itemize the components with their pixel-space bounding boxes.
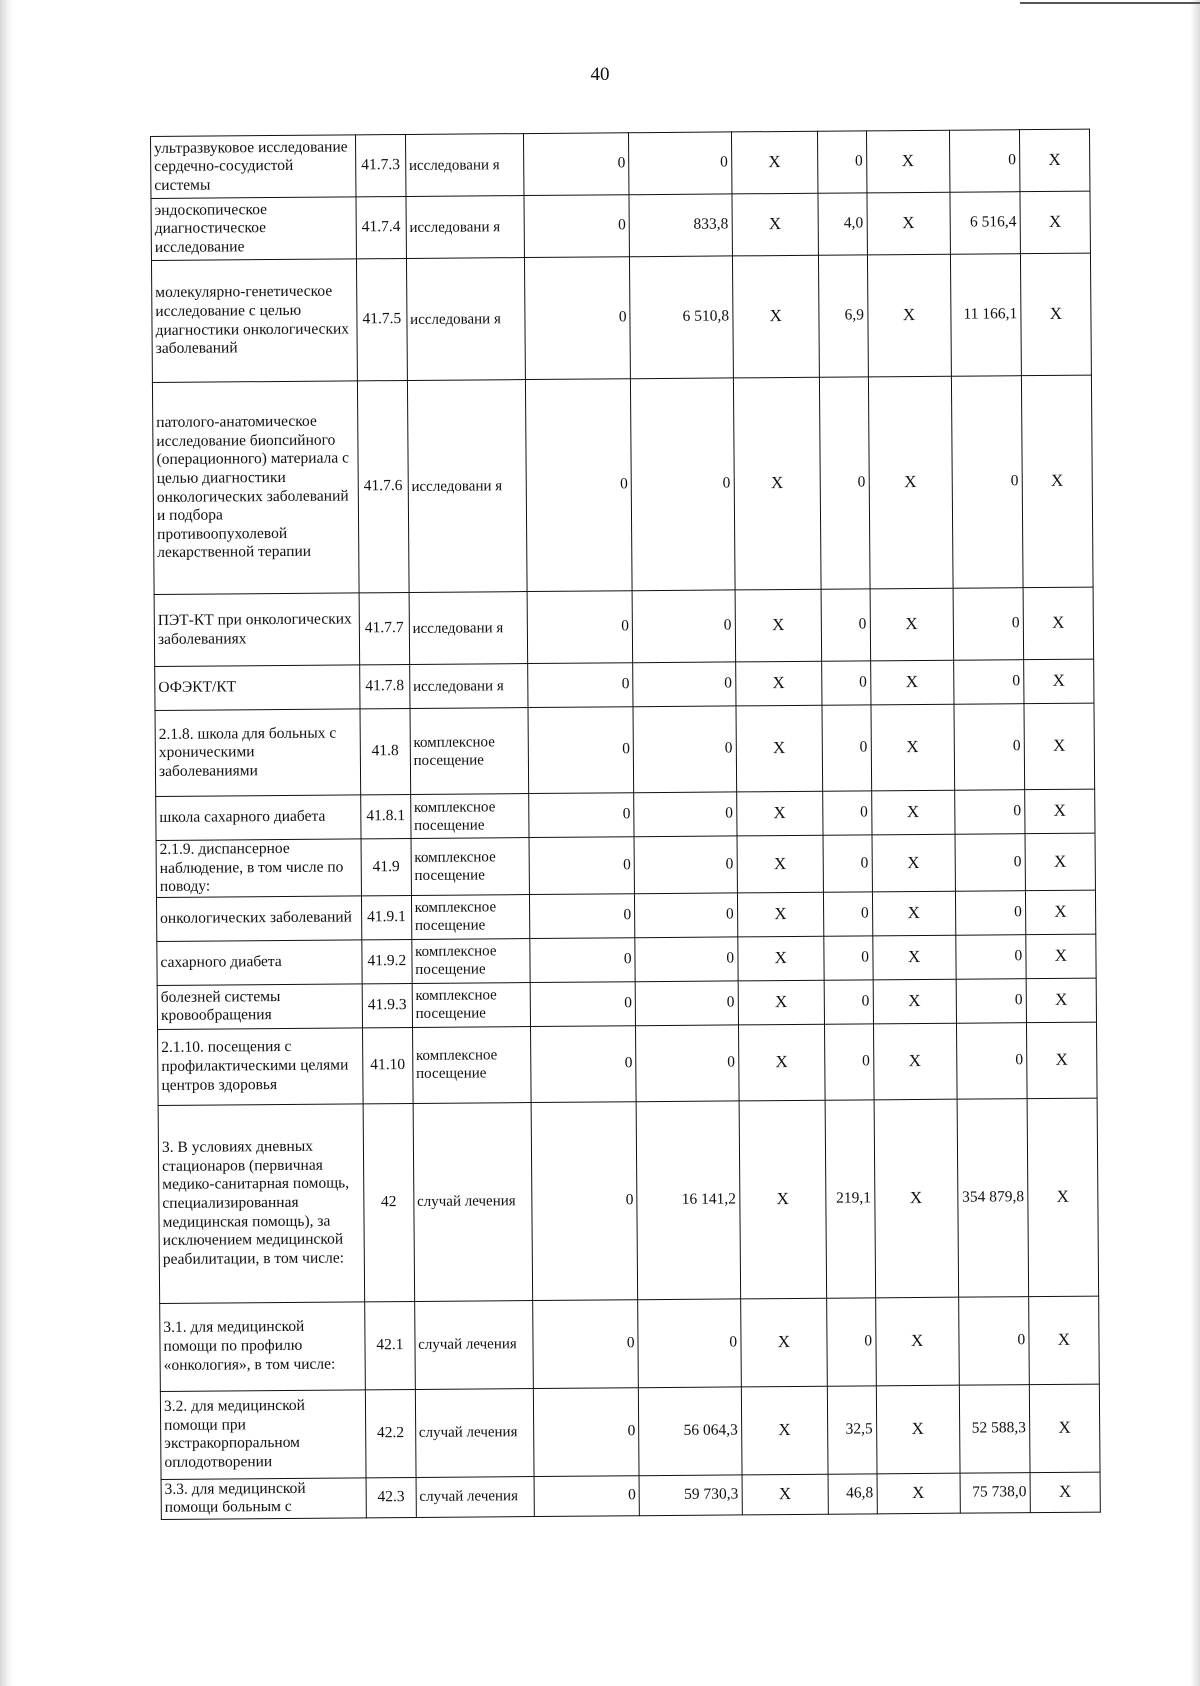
cell-x-2: Х <box>871 704 955 791</box>
cell-value-3: 0 <box>822 705 871 791</box>
cell-value-4: 11 166,1 <box>950 254 1021 377</box>
row-name: ОФЭКТ/КТ <box>155 665 360 711</box>
cell-x-1: Х <box>736 791 823 836</box>
cell-x-3: Х <box>1026 934 1097 979</box>
table-row <box>155 659 1094 710</box>
row-code: 41.9.2 <box>362 939 412 983</box>
cell-value-1: 0 <box>533 1299 638 1388</box>
cell-x-3: Х <box>1024 703 1095 790</box>
cell-x-3: Х <box>1021 375 1093 588</box>
cell-value-4: 0 <box>954 704 1025 791</box>
cell-value-4: 0 <box>955 890 1025 935</box>
cell-value-4: 0 <box>954 790 1024 835</box>
cell-x-3: Х <box>1025 890 1096 935</box>
cell-value-2: 0 <box>633 662 736 707</box>
table-row <box>156 833 1095 897</box>
row-code: 41.7.3 <box>356 134 406 196</box>
row-code: 41.9.1 <box>362 895 412 939</box>
row-code: 42 <box>363 1103 414 1301</box>
cell-value-1: 0 <box>529 837 634 895</box>
cell-value-1: 0 <box>528 663 633 708</box>
cell-value-4: 0 <box>955 934 1025 979</box>
table-row <box>151 253 1091 382</box>
cell-value-1: 0 <box>531 1025 636 1102</box>
cell-value-1: 0 <box>531 981 636 1026</box>
cell-x-2: Х <box>872 935 955 980</box>
table-row <box>158 1022 1098 1105</box>
cell-value-2: 6 510,8 <box>630 256 733 379</box>
row-unit: комплексное посещение <box>412 1026 531 1103</box>
row-code: 41.9.3 <box>362 983 412 1027</box>
cell-value-4: 0 <box>955 834 1026 891</box>
row-name: 3.3. для медицинской помощи больным с <box>161 1478 366 1520</box>
cell-value-3: 6,9 <box>818 255 868 377</box>
cell-value-4: 75 738,0 <box>960 1472 1030 1513</box>
cell-x-1: Х <box>737 892 824 937</box>
cell-x-3: Х <box>1023 587 1094 660</box>
cell-x-2: Х <box>868 376 953 589</box>
row-unit: случай лечения <box>416 1476 535 1517</box>
table-row <box>156 789 1095 840</box>
cell-value-1: 0 <box>532 1101 638 1300</box>
row-name: 3. В условиях дневных стационаров (первичная медико-санитарная помощь, специализированная медицинская помощь), за исключением медицинской реабилитации, в том числе: <box>158 1104 365 1304</box>
row-code: 41.7.7 <box>359 592 409 664</box>
cell-value-4: 0 <box>958 1296 1029 1385</box>
row-name: онкологических заболеваний <box>156 896 361 942</box>
cell-value-3: 0 <box>823 835 872 892</box>
cell-value-2: 0 <box>636 1025 739 1102</box>
row-name: патолого-анатомическое исследование биопсийного (операционного) материала с целью диагностики онкологических заболеваний и подбора противоопухолевой лекарственной терапии <box>152 381 359 595</box>
cell-x-2: Х <box>874 1099 959 1298</box>
row-unit: исследовани я <box>405 134 524 197</box>
cell-x-1: Х <box>740 1298 827 1387</box>
cell-value-2: 0 <box>634 792 737 837</box>
cell-value-1: 0 <box>528 591 633 664</box>
cell-x-3: Х <box>1020 191 1091 254</box>
row-code: 42.2 <box>365 1389 415 1477</box>
table-row <box>158 1098 1099 1303</box>
table-row <box>152 375 1093 594</box>
cell-value-1: 0 <box>524 133 629 196</box>
cell-x-2: Х <box>877 1473 960 1514</box>
scan-edge-left <box>0 0 14 1686</box>
cell-x-1: Х <box>739 1100 827 1299</box>
row-unit: случай лечения <box>415 1388 534 1477</box>
row-name: эндоскопическое диагностическое исследование <box>151 197 357 261</box>
cell-value-2: 59 730,3 <box>639 1475 742 1516</box>
row-name: молекулярно-генетическое исследование с целью диагностики онкологических заболеваний <box>151 259 357 383</box>
cell-x-1: Х <box>736 705 823 792</box>
row-unit: исследовани я <box>409 664 528 709</box>
cell-x-2: Х <box>873 1023 957 1100</box>
table-row <box>155 703 1095 796</box>
cell-x-1: Х <box>741 1386 828 1475</box>
cell-value-4: 0 <box>953 660 1023 705</box>
cell-x-3: Х <box>1026 978 1097 1023</box>
table-row <box>151 191 1090 260</box>
cell-x-3: Х <box>1026 1022 1097 1099</box>
cell-value-2: 0 <box>635 893 738 938</box>
cell-x-3: Х <box>1028 1296 1099 1385</box>
cell-x-2: Х <box>866 130 950 193</box>
table-row <box>157 934 1096 985</box>
cell-x-2: Х <box>870 660 953 705</box>
cell-value-4: 0 <box>956 1022 1027 1099</box>
row-unit: комплексное посещение <box>412 982 531 1027</box>
top-rule <box>1020 2 1200 4</box>
row-code: 41.7.6 <box>357 380 408 592</box>
cell-value-3: 0 <box>824 936 873 980</box>
cell-x-3: Х <box>1027 1098 1099 1297</box>
row-name: сахарного диабета <box>157 940 362 986</box>
cell-value-4: 0 <box>956 978 1026 1023</box>
cell-value-4: 354 879,8 <box>957 1098 1029 1297</box>
cell-value-2: 0 <box>635 937 738 982</box>
cell-value-3: 0 <box>819 377 869 589</box>
row-unit: комплексное посещение <box>411 838 530 896</box>
cell-x-1: Х <box>742 1474 829 1515</box>
table-row <box>157 978 1096 1029</box>
table-row <box>154 587 1094 666</box>
cell-value-2: 0 <box>632 590 735 663</box>
cell-x-3: Х <box>1020 253 1091 376</box>
cell-value-2: 0 <box>638 1299 741 1388</box>
cell-x-1: Х <box>733 377 821 590</box>
cell-value-3: 0 <box>823 791 872 835</box>
row-code: 41.7.5 <box>357 258 408 380</box>
row-code: 41.8.1 <box>361 794 411 838</box>
cell-x-1: Х <box>735 661 822 706</box>
row-code: 42.1 <box>365 1301 415 1389</box>
cell-x-2: Х <box>867 254 951 377</box>
cell-value-3: 4,0 <box>818 193 867 255</box>
cell-value-3: 0 <box>821 589 870 661</box>
row-name: 3.2. для медицинской помощи при экстракорпоральном оплодотворении <box>160 1390 366 1480</box>
row-unit: комплексное посещение <box>411 894 530 939</box>
cell-x-1: Х <box>737 835 824 892</box>
cell-value-2: 16 141,2 <box>636 1101 740 1300</box>
row-name: ПЭТ-КТ при онкологических заболеваниях <box>154 593 360 667</box>
cell-value-3: 219,1 <box>825 1100 875 1298</box>
cell-x-1: Х <box>735 589 822 662</box>
cell-x-2: Х <box>876 1385 960 1474</box>
cell-value-3: 46,8 <box>828 1474 877 1514</box>
cell-x-3: Х <box>1029 1384 1100 1473</box>
row-unit: случай лечения <box>414 1300 533 1389</box>
cell-x-2: Х <box>873 979 956 1024</box>
cell-value-3: 0 <box>827 1298 876 1386</box>
row-unit: исследовани я <box>406 196 525 259</box>
row-name: 2.1.10. посещения с профилактическими целями центров здоровья <box>158 1028 364 1106</box>
cell-value-1: 0 <box>530 893 635 938</box>
cell-value-4: 0 <box>951 376 1023 589</box>
cell-value-3: 0 <box>817 131 866 193</box>
cell-value-2: 0 <box>629 132 732 195</box>
cell-x-3: Х <box>1030 1472 1101 1513</box>
row-name: 2.1.9. диспансерное наблюдение, в том числе по поводу: <box>156 839 362 897</box>
page-number: 40 <box>590 64 610 85</box>
cell-x-1: Х <box>738 980 825 1025</box>
cell-x-3: Х <box>1019 129 1090 192</box>
cell-value-3: 0 <box>823 892 872 936</box>
row-code: 41.7.8 <box>360 664 410 708</box>
cell-x-1: Х <box>731 131 818 194</box>
cell-value-1: 0 <box>530 937 635 982</box>
cell-value-4: 0 <box>953 588 1024 661</box>
row-name: болезней системы кровообращения <box>157 984 362 1030</box>
cell-x-3: Х <box>1025 833 1096 890</box>
cell-value-1: 0 <box>529 793 634 838</box>
row-code: 41.8 <box>360 708 410 794</box>
cell-value-2: 0 <box>635 981 738 1026</box>
row-code: 42.3 <box>366 1477 416 1517</box>
scan-edge-right <box>1190 0 1200 1686</box>
tariff-table <box>150 129 1101 1520</box>
cell-value-4: 6 516,4 <box>950 192 1021 255</box>
cell-value-1: 0 <box>526 379 632 592</box>
table-row <box>161 1472 1100 1519</box>
row-unit: исследовани я <box>407 380 527 593</box>
row-unit: комплексное посещение <box>410 708 529 795</box>
cell-value-3: 0 <box>824 980 873 1024</box>
row-unit: комплексное посещение <box>410 794 529 839</box>
row-unit: исследовани я <box>409 592 528 665</box>
cell-value-4: 0 <box>949 130 1020 193</box>
cell-value-1: 0 <box>534 1387 639 1476</box>
cell-value-4: 52 588,3 <box>959 1384 1030 1473</box>
row-name: 2.1.8. школа для больных с хроническими заболеваниями <box>155 709 361 797</box>
cell-x-2: Х <box>872 834 956 891</box>
cell-value-1: 0 <box>525 257 631 380</box>
cell-x-3: Х <box>1023 659 1094 704</box>
cell-x-1: Х <box>738 1024 825 1101</box>
table-body <box>151 129 1101 1519</box>
cell-value-2: 0 <box>631 378 735 591</box>
cell-value-3: 0 <box>822 661 871 705</box>
cell-value-1: 0 <box>524 195 629 258</box>
table-row <box>160 1384 1100 1479</box>
cell-value-2: 833,8 <box>629 194 732 257</box>
cell-value-3: 0 <box>824 1024 873 1100</box>
row-unit: исследовани я <box>406 258 526 381</box>
cell-value-3: 32,5 <box>827 1386 876 1474</box>
cell-x-2: Х <box>867 192 951 255</box>
cell-value-2: 0 <box>633 706 736 793</box>
table-row <box>151 129 1090 198</box>
cell-x-2: Х <box>870 588 954 661</box>
row-unit: случай лечения <box>413 1102 533 1301</box>
cell-x-2: Х <box>875 1297 959 1386</box>
row-name: школа сахарного диабета <box>156 795 361 841</box>
table-row <box>156 890 1095 941</box>
row-code: 41.7.4 <box>356 196 406 258</box>
cell-value-1: 0 <box>528 707 633 794</box>
cell-value-2: 56 064,3 <box>638 1387 741 1476</box>
row-name: ультразвуковое исследование сердечно-сосудистой системы <box>151 135 357 199</box>
cell-x-1: Х <box>732 255 819 378</box>
cell-x-2: Х <box>872 891 955 936</box>
cell-value-2: 0 <box>634 836 737 894</box>
row-unit: комплексное посещение <box>412 938 531 983</box>
cell-x-2: Х <box>871 790 954 835</box>
cell-value-1: 0 <box>534 1475 639 1516</box>
row-code: 41.9 <box>361 838 411 895</box>
cell-x-1: Х <box>737 936 824 981</box>
cell-x-1: Х <box>732 193 819 256</box>
cell-x-3: Х <box>1024 789 1095 834</box>
row-code: 41.10 <box>363 1027 413 1103</box>
row-name: 3.1. для медицинской помощи по профилю «онкология», в том числе: <box>160 1302 366 1392</box>
table-row <box>160 1296 1100 1391</box>
